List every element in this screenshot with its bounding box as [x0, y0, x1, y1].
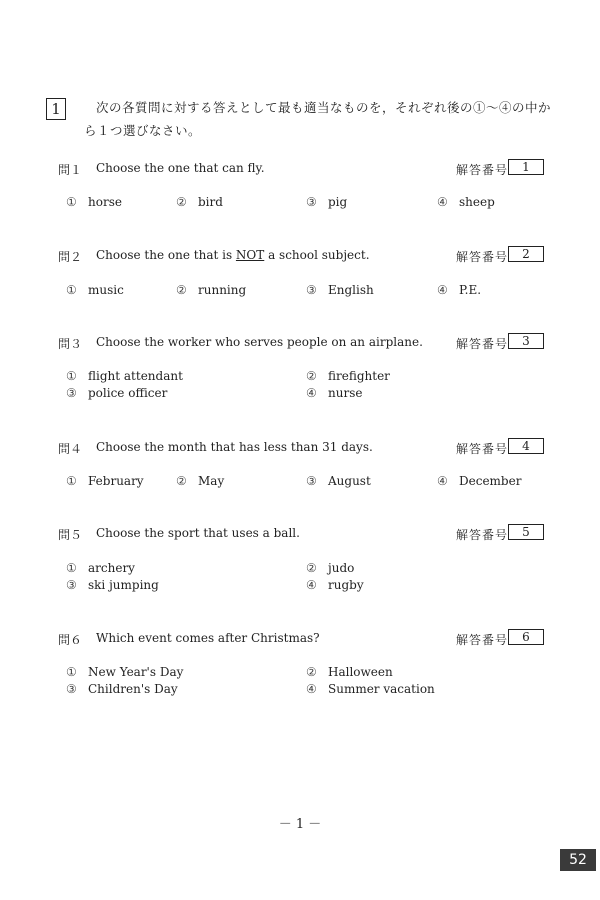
- option-2: [306, 665, 393, 679]
- option-3: [306, 195, 347, 209]
- answer-number-label: 解答番号: [456, 250, 509, 264]
- option-mark: ②: [176, 283, 187, 297]
- option-text: sheep: [459, 195, 495, 209]
- option-text: May: [198, 474, 225, 488]
- page-badge: 52: [560, 849, 596, 871]
- option-text: English: [328, 283, 374, 297]
- option-4: [437, 195, 495, 209]
- question-text: Choose the worker who serves people on an airplane.: [96, 335, 423, 349]
- answer-number-label: 解答番号: [456, 528, 509, 542]
- option-mark: ①: [66, 283, 77, 297]
- option-mark: ①: [66, 474, 77, 488]
- answer-number-box: 4: [508, 438, 544, 454]
- option-mark: ④: [306, 578, 317, 592]
- option-2: [176, 474, 224, 488]
- option-4: [437, 474, 521, 488]
- option-mark: ③: [66, 386, 77, 400]
- option-1: [66, 195, 122, 209]
- option-text: music: [88, 283, 124, 297]
- option-1: [66, 561, 135, 575]
- option-mark: ②: [306, 561, 317, 575]
- question-number: 問３: [58, 337, 83, 351]
- answer-number-box: 1: [508, 159, 544, 175]
- option-text: running: [198, 283, 247, 297]
- option-text: New Year's Day: [88, 665, 184, 679]
- option-text: archery: [88, 561, 135, 575]
- option-text: rugby: [328, 578, 364, 592]
- question-number: 問４: [58, 442, 83, 456]
- option-mark: ②: [306, 369, 317, 383]
- option-text: horse: [88, 195, 122, 209]
- question-number: 問１: [58, 163, 83, 177]
- option-text: flight attendant: [88, 369, 183, 383]
- answer-number-label: 解答番号: [456, 337, 509, 351]
- option-text: police officer: [88, 386, 168, 400]
- answer-number-box: 6: [508, 629, 544, 645]
- emphasis-not: NOT: [235, 248, 265, 262]
- option-mark: ①: [66, 561, 77, 575]
- option-2: [176, 195, 223, 209]
- option-mark: ②: [176, 195, 187, 209]
- option-text: Halloween: [328, 665, 393, 679]
- page-number: － 1 －: [278, 817, 322, 832]
- option-mark: ①: [66, 369, 77, 383]
- option-text: December: [459, 474, 522, 488]
- question-5: [58, 526, 548, 548]
- option-text: nurse: [328, 386, 363, 400]
- option-text: February: [88, 474, 144, 488]
- option-text: bird: [198, 195, 223, 209]
- question-text: Which event comes after Christmas?: [96, 631, 320, 645]
- option-mark: ③: [306, 195, 317, 209]
- option-text: pig: [328, 195, 348, 209]
- option-mark: ④: [437, 195, 448, 209]
- option-mark: ③: [66, 682, 77, 696]
- option-4: [306, 386, 362, 400]
- option-mark: ③: [306, 474, 317, 488]
- question-number: 問２: [58, 250, 83, 264]
- question-text: Choose the one that is NOT a school subject.: [96, 248, 370, 262]
- option-text: Children's Day: [88, 682, 178, 696]
- option-mark: ②: [306, 665, 317, 679]
- option-text: ski jumping: [88, 578, 159, 592]
- option-4: [306, 578, 364, 592]
- option-1: [66, 369, 183, 383]
- option-3: [306, 474, 371, 488]
- option-3: [66, 682, 178, 696]
- option-2: [306, 561, 354, 575]
- option-mark: ②: [176, 474, 187, 488]
- option-1: [66, 665, 183, 679]
- answer-number-label: 解答番号: [456, 163, 509, 177]
- answer-number: [456, 630, 530, 648]
- question-text: Choose the month that has less than 31 days.: [96, 440, 373, 454]
- answer-number-box: 2: [508, 246, 544, 262]
- question-2: [58, 248, 548, 270]
- answer-number: [456, 160, 530, 178]
- option-text: firefighter: [328, 369, 390, 383]
- option-4: [437, 283, 481, 297]
- option-text: August: [328, 474, 371, 488]
- section-number: 1: [46, 98, 66, 120]
- question-1: [58, 161, 548, 183]
- answer-number-label: 解答番号: [456, 442, 509, 456]
- option-mark: ④: [437, 474, 448, 488]
- option-mark: ③: [66, 578, 77, 592]
- option-1: [66, 474, 144, 488]
- option-mark: ①: [66, 665, 77, 679]
- answer-number: [456, 247, 530, 265]
- option-3: [306, 283, 374, 297]
- option-text: Summer vacation: [328, 682, 435, 696]
- answer-number: [456, 439, 530, 457]
- question-text: Choose the sport that uses a ball.: [96, 526, 300, 540]
- answer-number: [456, 525, 530, 543]
- option-text: judo: [328, 561, 355, 575]
- answer-number-box: 3: [508, 333, 544, 349]
- option-mark: ④: [306, 386, 317, 400]
- question-number: 問６: [58, 633, 83, 647]
- question-text: Choose the one that can fly.: [96, 161, 265, 175]
- option-3: [66, 578, 159, 592]
- option-2: [176, 283, 246, 297]
- section-instruction: 次の各質問に対する答えとして最も適当なものを，それぞれ後の①～④の中から１つ選びなさい。: [84, 100, 552, 138]
- option-1: [66, 283, 124, 297]
- option-mark: ④: [306, 682, 317, 696]
- option-text: P.E.: [459, 283, 482, 297]
- answer-number-box: 5: [508, 524, 544, 540]
- option-2: [306, 369, 390, 383]
- question-3: [58, 335, 548, 357]
- question-6: [58, 631, 548, 653]
- answer-number-label: 解答番号: [456, 633, 509, 647]
- question-4: [58, 440, 548, 462]
- option-mark: ④: [437, 283, 448, 297]
- option-3: [66, 386, 167, 400]
- option-4: [306, 682, 435, 696]
- answer-number: [456, 334, 530, 352]
- option-mark: ①: [66, 195, 77, 209]
- question-number: 問５: [58, 528, 83, 542]
- option-mark: ③: [306, 283, 317, 297]
